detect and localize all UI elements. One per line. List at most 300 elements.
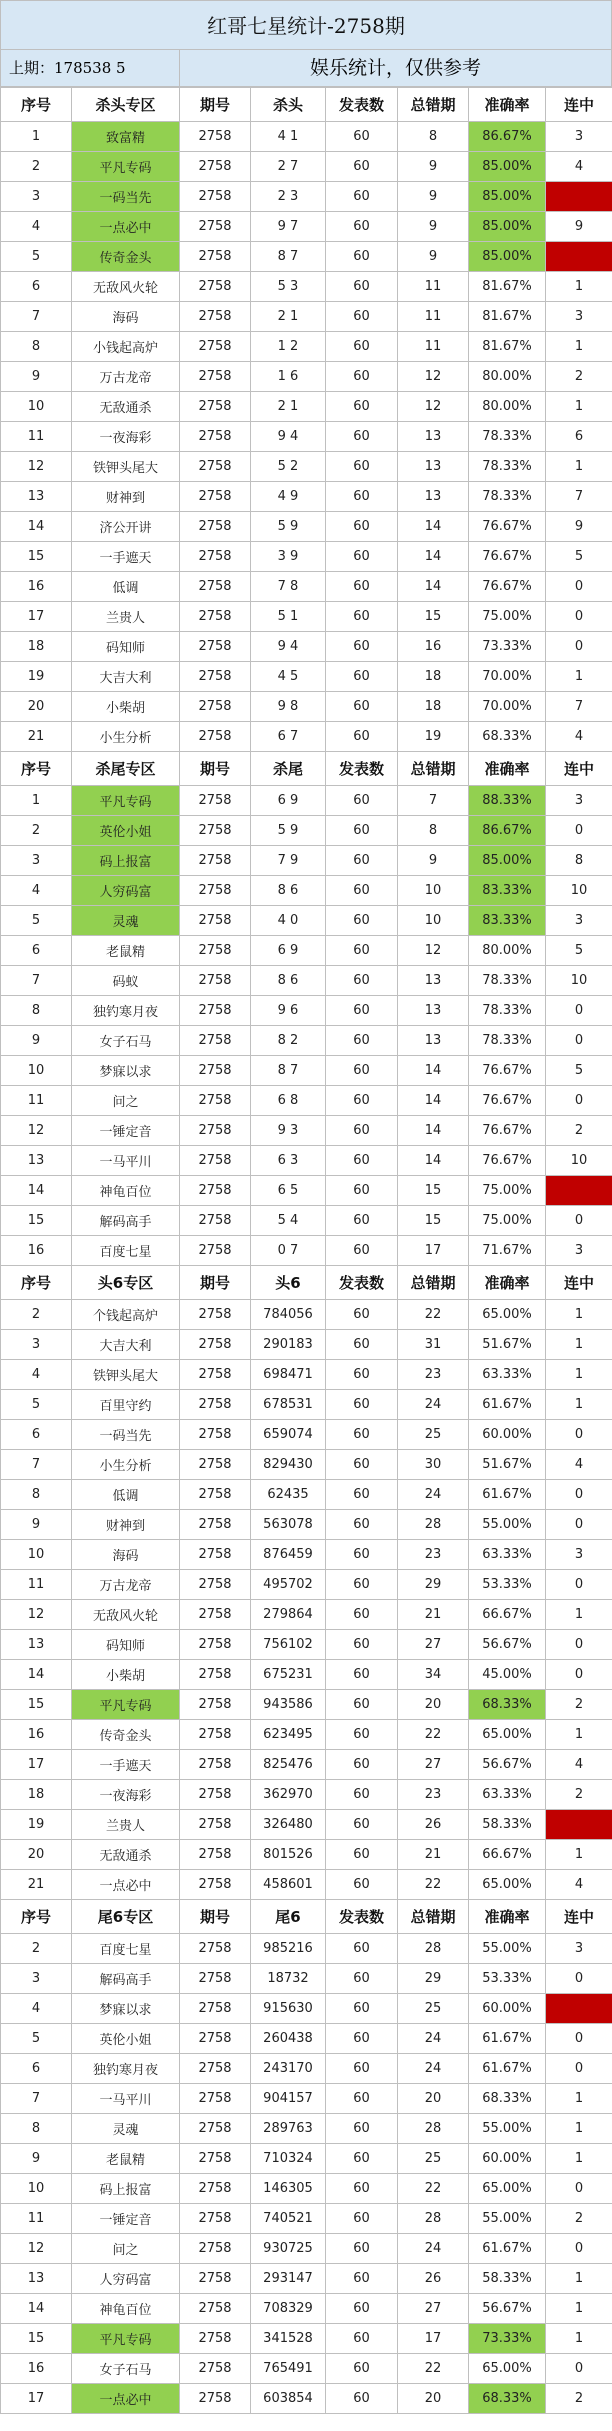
cell-post-count: 60 [326, 242, 398, 272]
cell-post-count: 60 [326, 1840, 398, 1870]
cell-expert-name: 无敌风火轮 [72, 1600, 180, 1630]
cell-miss-count: 13 [398, 1026, 469, 1056]
cell-accuracy: 78.33% [469, 482, 546, 512]
cell-index: 3 [1, 1330, 72, 1360]
cell-streak: 1 [546, 452, 612, 482]
header-expert-name: 杀尾专区 [72, 752, 180, 786]
cell-post-count: 60 [326, 692, 398, 722]
cell-issue: 2758 [180, 1206, 251, 1236]
table-row [1, 542, 612, 572]
cell-accuracy: 56.67% [469, 1630, 546, 1660]
cell-expert-name: 一码当先 [72, 1420, 180, 1450]
cell-expert-name: 个钱起高炉 [72, 1300, 180, 1330]
table-row [1, 122, 612, 152]
cell-accuracy: 86.67% [469, 816, 546, 846]
cell-pick: 4 5 [251, 662, 326, 692]
cell-issue: 2758 [180, 362, 251, 392]
cell-expert-name: 梦寐以求 [72, 1056, 180, 1086]
cell-issue: 2758 [180, 1994, 251, 2024]
cell-miss-count: 14 [398, 1116, 469, 1146]
cell-pick: 4 1 [251, 122, 326, 152]
cell-streak: 5 [546, 1810, 612, 1840]
cell-expert-name: 解码高手 [72, 1964, 180, 1994]
table-row [1, 1540, 612, 1570]
cell-accuracy: 83.33% [469, 906, 546, 936]
cell-pick: 289763 [251, 2114, 326, 2144]
cell-post-count: 60 [326, 876, 398, 906]
cell-post-count: 60 [326, 1870, 398, 1900]
cell-expert-name: 无敌通杀 [72, 1840, 180, 1870]
page-title: 红哥七星统计-2758期 [0, 0, 612, 50]
cell-miss-count: 9 [398, 212, 469, 242]
cell-accuracy: 56.67% [469, 2294, 546, 2324]
cell-post-count: 60 [326, 1540, 398, 1570]
cell-expert-name: 海码 [72, 302, 180, 332]
cell-issue: 2758 [180, 602, 251, 632]
cell-expert-name: 一手遮天 [72, 1750, 180, 1780]
cell-expert-name: 铁钾头尾大 [72, 1360, 180, 1390]
table-row [1, 182, 612, 212]
cell-pick: 146305 [251, 2174, 326, 2204]
cell-accuracy: 76.67% [469, 542, 546, 572]
table-row [1, 152, 612, 182]
table-row [1, 1026, 612, 1056]
cell-accuracy: 78.33% [469, 1026, 546, 1056]
cell-post-count: 60 [326, 1720, 398, 1750]
cell-index: 12 [1, 2234, 72, 2264]
header-pick: 杀头 [251, 88, 326, 122]
cell-streak: 1 [546, 2114, 612, 2144]
cell-streak: 0 [546, 1026, 612, 1056]
cell-pick: 659074 [251, 1420, 326, 1450]
cell-accuracy: 63.33% [469, 1360, 546, 1390]
cell-post-count: 60 [326, 722, 398, 752]
cell-post-count: 60 [326, 1750, 398, 1780]
cell-expert-name: 码蚁 [72, 966, 180, 996]
cell-index: 10 [1, 392, 72, 422]
table-row [1, 1934, 612, 1964]
cell-expert-name: 英伦小姐 [72, 2024, 180, 2054]
cell-issue: 2758 [180, 1630, 251, 1660]
cell-pick: 930725 [251, 2234, 326, 2264]
cell-index: 2 [1, 1300, 72, 1330]
cell-post-count: 60 [326, 1390, 398, 1420]
cell-pick: 2 3 [251, 182, 326, 212]
section-header [1, 1266, 612, 1300]
cell-miss-count: 9 [398, 182, 469, 212]
cell-expert-name: 兰贵人 [72, 1810, 180, 1840]
cell-index: 13 [1, 2264, 72, 2294]
cell-accuracy: 60.00% [469, 1994, 546, 2024]
cell-pick: 18732 [251, 1964, 326, 1994]
cell-miss-count: 26 [398, 2264, 469, 2294]
cell-expert-name: 百里守约 [72, 1390, 180, 1420]
cell-issue: 2758 [180, 1570, 251, 1600]
cell-issue: 2758 [180, 2174, 251, 2204]
table-row [1, 2384, 612, 2414]
cell-miss-count: 15 [398, 602, 469, 632]
table-row [1, 1964, 612, 1994]
cell-pick: 698471 [251, 1360, 326, 1390]
cell-post-count: 60 [326, 422, 398, 452]
table-row [1, 876, 612, 906]
cell-issue: 2758 [180, 1236, 251, 1266]
cell-miss-count: 9 [398, 846, 469, 876]
cell-pick: 603854 [251, 2384, 326, 2414]
cell-accuracy: 85.00% [469, 152, 546, 182]
table-row [1, 722, 612, 752]
cell-miss-count: 22 [398, 1870, 469, 1900]
table-row [1, 512, 612, 542]
cell-accuracy: 63.33% [469, 1780, 546, 1810]
cell-miss-count: 14 [398, 1056, 469, 1086]
header-index: 序号 [1, 752, 72, 786]
cell-issue: 2758 [180, 1056, 251, 1086]
cell-streak: 1 [546, 2084, 612, 2114]
cell-index: 9 [1, 1026, 72, 1056]
cell-post-count: 60 [326, 2294, 398, 2324]
cell-index: 8 [1, 1480, 72, 1510]
cell-accuracy: 61.67% [469, 1390, 546, 1420]
cell-streak: 3 [546, 1236, 612, 1266]
cell-post-count: 60 [326, 452, 398, 482]
cell-expert-name: 平凡专码 [72, 786, 180, 816]
cell-expert-name: 人穷码富 [72, 2264, 180, 2294]
table-body [1, 88, 612, 2414]
header-accuracy: 准确率 [469, 1266, 546, 1300]
cell-accuracy: 76.67% [469, 1116, 546, 1146]
cell-accuracy: 51.67% [469, 1450, 546, 1480]
header-index: 序号 [1, 88, 72, 122]
cell-expert-name: 老鼠精 [72, 2144, 180, 2174]
table-row [1, 272, 612, 302]
cell-post-count: 60 [326, 2354, 398, 2384]
cell-index: 16 [1, 572, 72, 602]
header-pick: 尾6 [251, 1900, 326, 1934]
cell-streak: 4 [546, 1870, 612, 1900]
cell-streak: 7 [546, 482, 612, 512]
cell-streak: 5 [546, 936, 612, 966]
cell-expert-name: 万古龙帝 [72, 1570, 180, 1600]
cell-post-count: 60 [326, 2384, 398, 2414]
cell-expert-name: 财神到 [72, 482, 180, 512]
cell-pick: 293147 [251, 2264, 326, 2294]
cell-expert-name: 小柴胡 [72, 692, 180, 722]
cell-pick: 279864 [251, 1600, 326, 1630]
cell-post-count: 60 [326, 1330, 398, 1360]
table-row [1, 2024, 612, 2054]
cell-post-count: 60 [326, 996, 398, 1026]
cell-expert-name: 一手遮天 [72, 542, 180, 572]
cell-miss-count: 18 [398, 662, 469, 692]
cell-pick: 1 2 [251, 332, 326, 362]
cell-streak: 1 [546, 1360, 612, 1390]
stats-table [0, 87, 612, 2414]
cell-index: 14 [1, 1176, 72, 1206]
cell-accuracy: 70.00% [469, 692, 546, 722]
cell-miss-count: 13 [398, 452, 469, 482]
table-row [1, 1660, 612, 1690]
cell-miss-count: 23 [398, 1540, 469, 1570]
table-row [1, 1360, 612, 1390]
cell-index: 7 [1, 966, 72, 996]
cell-expert-name: 铁钾头尾大 [72, 452, 180, 482]
table-row [1, 1420, 612, 1450]
cell-accuracy: 83.33% [469, 876, 546, 906]
cell-index: 5 [1, 242, 72, 272]
cell-index: 4 [1, 212, 72, 242]
cell-post-count: 60 [326, 1780, 398, 1810]
cell-index: 17 [1, 1750, 72, 1780]
cell-pick: 623495 [251, 1720, 326, 1750]
header-issue: 期号 [180, 752, 251, 786]
cell-pick: 7 9 [251, 846, 326, 876]
cell-miss-count: 25 [398, 1994, 469, 2024]
cell-streak: 1 [546, 1720, 612, 1750]
cell-issue: 2758 [180, 1660, 251, 1690]
cell-issue: 2758 [180, 722, 251, 752]
cell-post-count: 60 [326, 2054, 398, 2084]
cell-expert-name: 独钓寒月夜 [72, 996, 180, 1026]
section-header [1, 88, 612, 122]
cell-pick: 915630 [251, 1994, 326, 2024]
cell-expert-name: 神龟百位 [72, 2294, 180, 2324]
cell-index: 3 [1, 182, 72, 212]
cell-streak: 0 [546, 996, 612, 1026]
cell-post-count: 60 [326, 512, 398, 542]
cell-pick: 243170 [251, 2054, 326, 2084]
cell-pick: 9 4 [251, 632, 326, 662]
cell-issue: 2758 [180, 662, 251, 692]
cell-expert-name: 问之 [72, 2234, 180, 2264]
cell-index: 15 [1, 1206, 72, 1236]
cell-index: 16 [1, 2354, 72, 2384]
cell-index: 12 [1, 452, 72, 482]
cell-post-count: 60 [326, 332, 398, 362]
header-pick: 头6 [251, 1266, 326, 1300]
cell-accuracy: 78.33% [469, 452, 546, 482]
cell-index: 6 [1, 272, 72, 302]
cell-index: 10 [1, 1056, 72, 1086]
cell-post-count: 60 [326, 906, 398, 936]
cell-accuracy: 73.33% [469, 632, 546, 662]
cell-accuracy: 58.33% [469, 1810, 546, 1840]
cell-expert-name: 一马平川 [72, 1146, 180, 1176]
cell-pick: 3 9 [251, 542, 326, 572]
table-row [1, 906, 612, 936]
cell-pick: 5 1 [251, 602, 326, 632]
cell-streak: 0 [546, 2354, 612, 2384]
cell-accuracy: 71.67% [469, 1236, 546, 1266]
cell-streak: 0 [546, 2054, 612, 2084]
cell-index: 10 [1, 2174, 72, 2204]
header-post-count: 发表数 [326, 752, 398, 786]
cell-streak: 3 [546, 1540, 612, 1570]
cell-streak: 4 [546, 1450, 612, 1480]
cell-pick: 2 1 [251, 392, 326, 422]
cell-expert-name: 一马平川 [72, 2084, 180, 2114]
header-miss-count: 总错期 [398, 1266, 469, 1300]
cell-pick: 756102 [251, 1630, 326, 1660]
header-accuracy: 准确率 [469, 88, 546, 122]
cell-issue: 2758 [180, 1360, 251, 1390]
cell-miss-count: 17 [398, 2324, 469, 2354]
cell-issue: 2758 [180, 1480, 251, 1510]
cell-index: 14 [1, 1660, 72, 1690]
cell-post-count: 60 [326, 542, 398, 572]
cell-accuracy: 56.67% [469, 1750, 546, 1780]
cell-pick: 876459 [251, 1540, 326, 1570]
cell-index: 4 [1, 876, 72, 906]
cell-miss-count: 24 [398, 2054, 469, 2084]
cell-accuracy: 75.00% [469, 1206, 546, 1236]
cell-miss-count: 18 [398, 692, 469, 722]
cell-post-count: 60 [326, 152, 398, 182]
cell-issue: 2758 [180, 482, 251, 512]
cell-miss-count: 27 [398, 2294, 469, 2324]
header-post-count: 发表数 [326, 1266, 398, 1300]
cell-post-count: 60 [326, 1420, 398, 1450]
cell-miss-count: 25 [398, 2144, 469, 2174]
cell-issue: 2758 [180, 1780, 251, 1810]
cell-miss-count: 13 [398, 482, 469, 512]
cell-miss-count: 8 [398, 816, 469, 846]
cell-index: 12 [1, 1116, 72, 1146]
cell-expert-name: 一点必中 [72, 212, 180, 242]
cell-pick: 801526 [251, 1840, 326, 1870]
cell-index: 12 [1, 1600, 72, 1630]
table-row [1, 1330, 612, 1360]
cell-issue: 2758 [180, 452, 251, 482]
cell-pick: 4 9 [251, 482, 326, 512]
cell-issue: 2758 [180, 2294, 251, 2324]
cell-post-count: 60 [326, 482, 398, 512]
cell-expert-name: 百度七星 [72, 1236, 180, 1266]
table-row [1, 1086, 612, 1116]
cell-accuracy: 55.00% [469, 2204, 546, 2234]
cell-index: 16 [1, 1720, 72, 1750]
cell-expert-name: 传奇金头 [72, 1720, 180, 1750]
cell-issue: 2758 [180, 2024, 251, 2054]
cell-index: 1 [1, 786, 72, 816]
info-row [0, 50, 612, 87]
cell-issue: 2758 [180, 692, 251, 722]
cell-post-count: 60 [326, 1300, 398, 1330]
cell-post-count: 60 [326, 1600, 398, 1630]
cell-pick: 9 3 [251, 1116, 326, 1146]
cell-pick: 8 2 [251, 1026, 326, 1056]
cell-pick: 5 2 [251, 452, 326, 482]
cell-pick: 9 6 [251, 996, 326, 1026]
cell-miss-count: 28 [398, 1934, 469, 1964]
cell-expert-name: 大吉大利 [72, 1330, 180, 1360]
cell-accuracy: 58.33% [469, 2264, 546, 2294]
cell-streak: 2 [546, 2204, 612, 2234]
table-row [1, 2354, 612, 2384]
cell-issue: 2758 [180, 996, 251, 1026]
cell-index: 8 [1, 2114, 72, 2144]
cell-index: 13 [1, 1146, 72, 1176]
cell-issue: 2758 [180, 2084, 251, 2114]
table-row [1, 2144, 612, 2174]
cell-streak: 3 [546, 906, 612, 936]
cell-accuracy: 66.67% [469, 1840, 546, 1870]
cell-issue: 2758 [180, 1300, 251, 1330]
cell-accuracy: 76.67% [469, 1146, 546, 1176]
cell-streak: 1 [546, 1300, 612, 1330]
cell-miss-count: 11 [398, 332, 469, 362]
cell-index: 14 [1, 2294, 72, 2324]
cell-index: 13 [1, 482, 72, 512]
cell-miss-count: 23 [398, 1360, 469, 1390]
cell-pick: 290183 [251, 1330, 326, 1360]
cell-accuracy: 65.00% [469, 1870, 546, 1900]
cell-streak: 0 [546, 632, 612, 662]
cell-accuracy: 85.00% [469, 846, 546, 876]
table-row [1, 2174, 612, 2204]
cell-accuracy: 68.33% [469, 1690, 546, 1720]
cell-pick: 5 9 [251, 512, 326, 542]
cell-accuracy: 81.67% [469, 332, 546, 362]
section-header [1, 1900, 612, 1934]
cell-index: 21 [1, 1870, 72, 1900]
cell-accuracy: 80.00% [469, 936, 546, 966]
cell-pick: 710324 [251, 2144, 326, 2174]
cell-post-count: 60 [326, 1994, 398, 2024]
cell-index: 6 [1, 2054, 72, 2084]
cell-issue: 2758 [180, 1840, 251, 1870]
cell-issue: 2758 [180, 182, 251, 212]
cell-pick: 6 7 [251, 722, 326, 752]
cell-pick: 825476 [251, 1750, 326, 1780]
cell-expert-name: 小生分析 [72, 1450, 180, 1480]
cell-accuracy: 65.00% [469, 2354, 546, 2384]
cell-issue: 2758 [180, 392, 251, 422]
table-row [1, 692, 612, 722]
cell-miss-count: 22 [398, 1300, 469, 1330]
cell-issue: 2758 [180, 1870, 251, 1900]
cell-post-count: 60 [326, 2144, 398, 2174]
cell-expert-name: 平凡专码 [72, 1690, 180, 1720]
cell-expert-name: 一夜海彩 [72, 422, 180, 452]
cell-expert-name: 解码高手 [72, 1206, 180, 1236]
cell-index: 3 [1, 846, 72, 876]
cell-accuracy: 60.00% [469, 1420, 546, 1450]
cell-streak: 1 [546, 1330, 612, 1360]
cell-streak: 2 [546, 1690, 612, 1720]
cell-post-count: 60 [326, 122, 398, 152]
cell-issue: 2758 [180, 1176, 251, 1206]
cell-streak: 3 [546, 122, 612, 152]
cell-pick: 904157 [251, 2084, 326, 2114]
cell-issue: 2758 [180, 632, 251, 662]
cell-index: 18 [1, 632, 72, 662]
cell-post-count: 60 [326, 1116, 398, 1146]
cell-index: 11 [1, 2204, 72, 2234]
cell-expert-name: 百度七星 [72, 1934, 180, 1964]
header-pick: 杀尾 [251, 752, 326, 786]
cell-pick: 62435 [251, 1480, 326, 1510]
cell-expert-name: 低调 [72, 1480, 180, 1510]
cell-expert-name: 英伦小姐 [72, 816, 180, 846]
cell-post-count: 60 [326, 2204, 398, 2234]
table-row [1, 242, 612, 272]
table-row [1, 332, 612, 362]
cell-expert-name: 独钓寒月夜 [72, 2054, 180, 2084]
cell-streak: 3 [546, 302, 612, 332]
cell-post-count: 60 [326, 302, 398, 332]
cell-miss-count: 29 [398, 1570, 469, 1600]
